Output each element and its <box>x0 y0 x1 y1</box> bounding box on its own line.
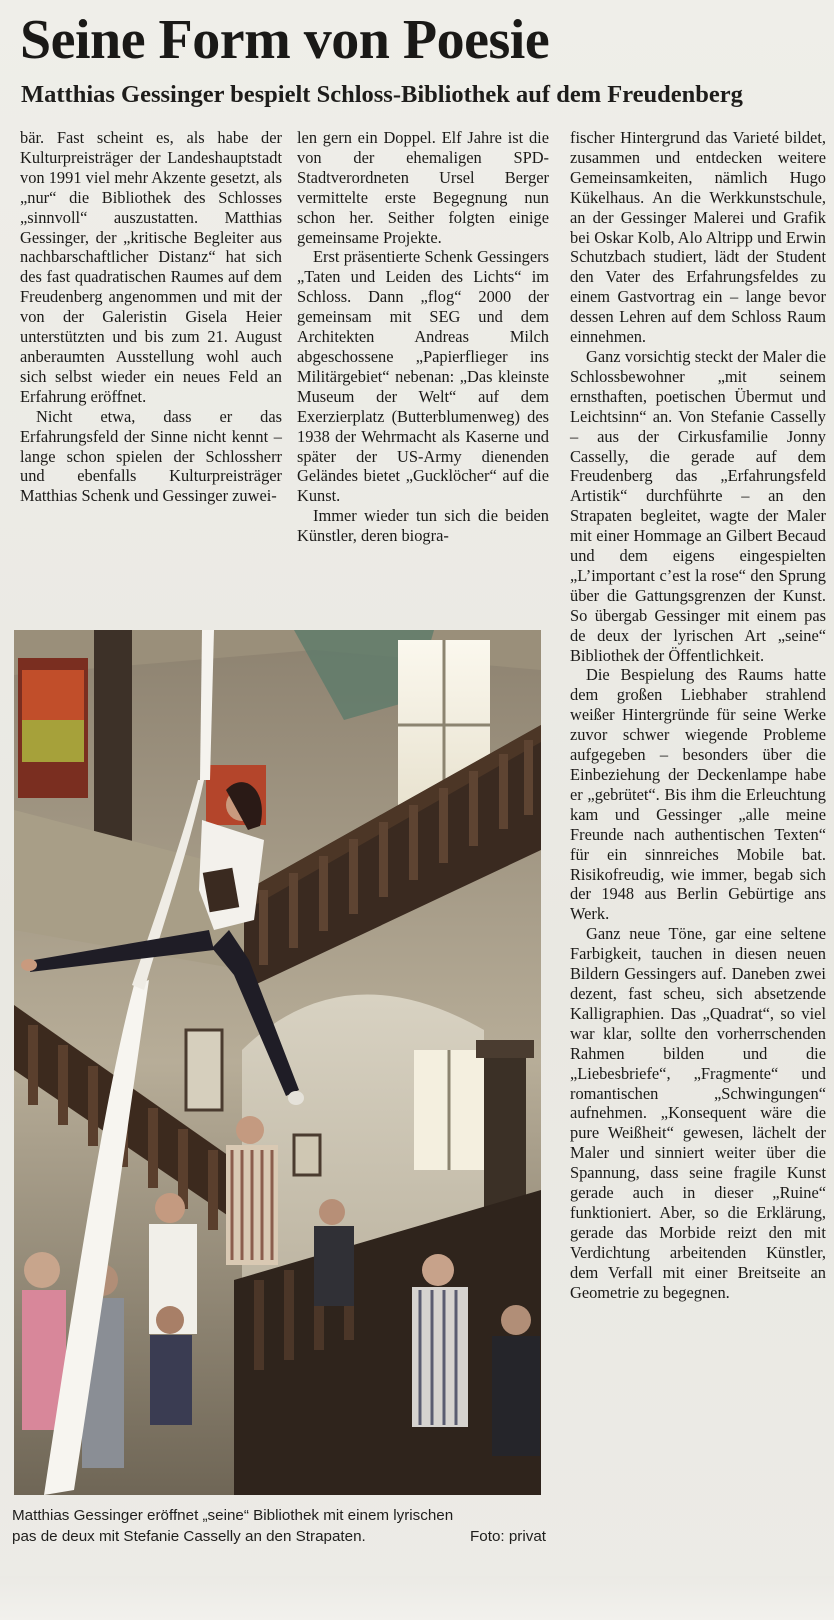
caption-text-2: pas de deux mit Stefanie Casselly an den Strapaten. <box>12 1528 366 1545</box>
paragraph: Die Bespielung des Raums hatte dem großen Liebhaber strahlend weißer Hintergründe für seine Werke zuvor schwer wiegende Probleme aufgegeben – besonders über die Einbeziehung der Deckenlampe habe er „gebrütet“. Bis ihm die Erleuchtung kam und Gessinger „alle meine Freunde nach authentischen Texten“ für ein sinnreiches Mobile bat. Risikofreudig, wie immer, begab sich der 1948 aus Berlin Gebürtige ans Werk. <box>570 665 826 924</box>
caption-line-1 <box>12 1505 546 1526</box>
paragraph: len gern ein Doppel. Elf Jahre ist die von der ehemaligen SPD-Stadtverordneten Ursel Berger vermittelte erste Begegnung nun schon her. Seither folgten einige gemeinsame Projekte. <box>297 128 549 247</box>
paragraph: Ganz vorsichtig steckt der Maler die Schlossbewohner „mit seinem ernsthaften, poetischen Übermut und Leichtsinn“ an. Von Stefanie Casselly – aus der Cirkusfamilie Jonny Casselly, die gerade auf dem Freudenberg das „Erfahrungsfeld Artistik“ durchführte – an den Strapaten begleitet, wagte der Maler mit einer Hommage an Gilbert Becaud und dem eigens eingespielten „L’important c’est la rose“ den Sprung über die Gattungsgrenzen der Kunst. So übergab Gessinger mit einem pas de deux der lyrischen Art „seine“ Bibliothek der Öffentlichkeit. <box>570 346 826 665</box>
headline: Seine Form von Poesie <box>20 9 550 71</box>
caption-line-2 <box>12 1526 546 1547</box>
photo-illustration <box>14 630 541 1495</box>
caption-text-1: Matthias Gessinger eröffnet „seine“ Bibliothek mit einem lyrischen <box>12 1507 454 1524</box>
photo-credit: Foto: privat <box>470 1528 546 1545</box>
page-bottom-margin <box>0 1576 834 1620</box>
paragraph: Nicht etwa, dass er das Erfahrungsfeld der Sinne nicht kennt – lange schon spielen der Schlossherr und ebenfalls Kulturpreisträger Matthias Schenk und Gessinger zuwei- <box>20 406 282 506</box>
article-column-3 <box>570 128 826 1302</box>
paragraph: fischer Hintergrund das Varieté bildet, zusammen und entdecken weitere Gemeinsamkeiten, nämlich Hugo Kükelhaus. An die Werkkunstschule, an der Gessinger Malerei und Grafik bei Oskar Kolb, Alo Altripp und Erwin Schutzbach studiert, lädt der Student den Vater des Erfahrungsfeldes zu einem Gastvortrag ein – lange bevor dessen Lehren auf dem Schloss Raum einnehmen. <box>570 128 826 347</box>
article-photo <box>14 630 541 1495</box>
photo-caption <box>12 1505 546 1547</box>
article-column-2 <box>297 128 549 546</box>
paragraph: Immer wieder tun sich die beiden Künstler, deren biogra- <box>297 506 549 546</box>
paragraph: Ganz neue Töne, gar eine seltene Farbigkeit, tauchen in diesen neuen Bildern Gessingers auf. Daneben zwei dezent, fast scheu, sich absetzende Kalligraphien. Das „Quadrat“, so viel war klar, sollte den vorherrschenden Rahmen bilden und die „Liebesbriefe“, „Fragmente“ und romantischen „Schwingungen“ aufnehmen. „Konsequent wäre die pure Weißheit“ gewesen, lächelt der Maler und sinniert weiter über die Spannung, dass seine fragile Kunst gerade auch in dieser „Ruine“ funktioniert. Aber, so die Erklärung, gerade das Morbide reizt den mit Verdichtung arbeitenden Künstler, dem Verfall mit einer Breitseite an Geometrie zu begegnen. <box>570 924 826 1302</box>
article-column-1 <box>20 128 282 506</box>
subheadline: Matthias Gessinger bespielt Schloss-Bibliothek auf dem Freudenberg <box>21 81 743 108</box>
paragraph: bär. Fast scheint es, als habe der Kulturpreisträger der Landeshauptstadt von 1991 viel mehr Akzente gesetzt, als „nur“ die Bibliothek des Schlosses „sinnvoll“ auszustatten. Matthias Gessinger, der „kritische Begleiter aus nachbarschaftlicher Distanz“ hat sich des fast quadratischen Raumes auf dem Freudenberg angenommen und mit der von der Galeristin Gisela Heier unterstützten und bis zum 21. August anberaumten Ausstellung wohl auch sich selbst wieder ein neues Feld an Erfahrung eröffnet. <box>20 128 282 406</box>
paragraph: Erst präsentierte Schenk Gessingers „Taten und Leiden des Lichts“ im Schloss. Dann „flog“ 2000 der gemeinsam mit SEG und dem Architekten Andreas Milch abgeschossene „Papierflieger ins Militärgebiet“ nebenan: „Das kleinste Museum der Welt“ auf dem Exerzierplatz (Butterblumenweg) des 1938 der Wehrmacht als Kaserne und später der US-Army dienenden Geländes bietet „Gucklöcher“ auf die Kunst. <box>297 247 549 506</box>
